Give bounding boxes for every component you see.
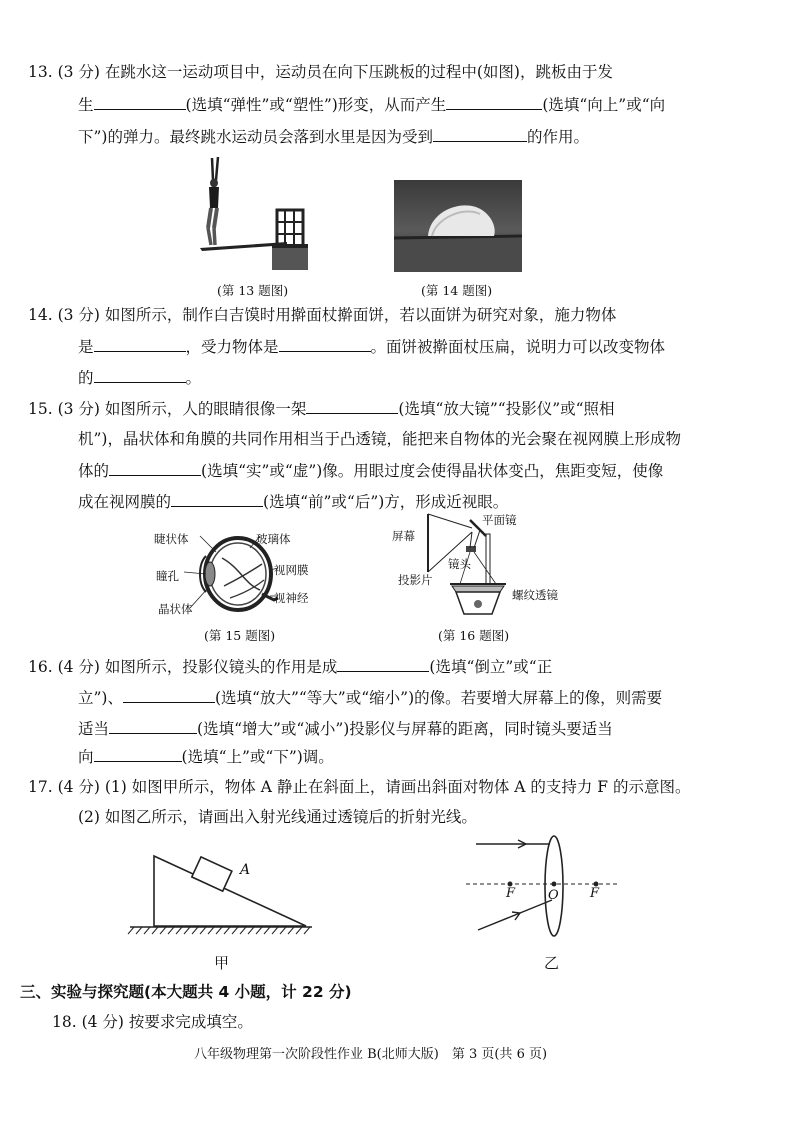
q16-blank-2[interactable] [123, 687, 215, 703]
page-footer: 八年级物理第一次阶段性作业 B(北师大版) 第 3 页(共 6 页) [194, 1047, 548, 1062]
q14-line3 [78, 367, 201, 388]
q15-line2: 机”)，晶状体和角膜的共同作用相当于凸透镜，能把来自物体的光会聚在视网膜上形成物 [78, 430, 681, 448]
q14-text: 是 [78, 338, 94, 356]
q14-text: 。面饼被擀面杖压扁，说明力可以改变物体 [370, 338, 666, 356]
q17-line1: 17. (4 分) (1) 如图甲所示，物体 A 静止在斜面上，请画出斜面对物体 A 的支持力 F 的示意图。 [28, 778, 691, 796]
q13-blank-1[interactable] [94, 94, 186, 110]
eye-label-lens: 晶状体 [158, 602, 193, 616]
q16-line2 [78, 687, 662, 708]
projector-label-fresnel: 螺纹透镜 [512, 588, 558, 602]
q15-text: 成在视网膜的 [78, 493, 172, 511]
q13-text: (选填“弹性”或“塑性”)形变，从而产生 [185, 96, 447, 114]
q13-line2 [78, 94, 665, 115]
projector-label-screen: 屏幕 [392, 529, 415, 543]
q14-text: 。 [185, 369, 202, 387]
eye-label-vitreous: 玻璃体 [256, 532, 291, 546]
q15-line4 [78, 491, 508, 512]
q13-text: 的作用。 [526, 128, 589, 146]
q14-line1: 14. (3 分) 如图所示，制作白吉馍时用擀面杖擀面饼，若以面饼为研究对象，施力物体 [28, 306, 617, 324]
q15-text: (选填“前”或“后”)方，形成近视眼。 [263, 493, 509, 511]
eye-label-ciliary: 睫状体 [154, 532, 189, 546]
lens-f1-label: F [506, 886, 516, 901]
q15-blank-1[interactable] [306, 398, 398, 414]
eye-label-pupil: 瞳孔 [156, 569, 179, 583]
diving-board-figure [192, 152, 312, 274]
q16-text: (选填“放大”“等大”或“缩小”)的像。若要增大屏幕上的像，则需要 [214, 689, 663, 707]
q16-figure-caption: (第 16 题图) [438, 628, 510, 643]
projector-label-lens: 镜头 [448, 557, 471, 571]
q16-blank-1[interactable] [337, 656, 429, 672]
q13-line1: 13. (3 分) 在跳水这一运动项目中，运动员在向下压跳板的过程中(如图)，跳板由于发 [28, 63, 613, 81]
q16-text: (选填“上”或“下”)调。 [181, 748, 334, 766]
q15-text: (选填“放大镜”“投影仪”或“照相 [398, 400, 615, 418]
q14-blank-2[interactable] [279, 336, 371, 352]
projector-label-slide: 投影片 [398, 573, 433, 587]
q15-line3 [78, 460, 663, 481]
q14-blank-3[interactable] [94, 367, 186, 383]
q13-blank-3[interactable] [433, 126, 527, 142]
q13-text: 生 [78, 96, 94, 114]
lens-f2-label: F [590, 886, 600, 901]
q16-line1 [28, 656, 552, 677]
q18-line1: 18. (4 分) 按要求完成填空。 [52, 1013, 253, 1031]
q15-text: 体的 [78, 462, 110, 480]
projector-label-mirror: 平面镜 [482, 513, 517, 527]
q16-text: (选填“增大”或“减小”)投影仪与屏幕的距离，同时镜头要适当 [197, 720, 613, 738]
q16-text: (选填“倒立”或“正 [429, 658, 553, 676]
q13-blank-2[interactable] [446, 94, 542, 110]
q14-line2 [78, 336, 665, 357]
figure-yi-label: 乙 [544, 954, 560, 972]
q13-text: 下”)的弹力。最终跳水运动员会落到水里是因为受到 [78, 128, 433, 146]
q14-text: ，受力物体是 [185, 338, 279, 356]
q17-line2: (2) 如图乙所示，请画出入射光线通过透镜后的折射光线。 [78, 808, 477, 826]
q16-text: 16. (4 分) 如图所示，投影仪镜头的作用是成 [28, 658, 338, 676]
q15-text: (选填“实”或“虚”)像。用眼过度会使得晶状体变凸，焦距变短，使像 [201, 462, 664, 480]
incline-figure [126, 848, 316, 944]
lens-o-label: O [548, 888, 559, 903]
q15-figure-caption: (第 15 题图) [204, 628, 276, 643]
figure-jia-label: 甲 [214, 954, 230, 972]
section3-title: 三、实验与探究题(本大题共 4 小题，计 22 分) [20, 983, 352, 1001]
q16-blank-3[interactable] [109, 718, 197, 734]
q15-line1 [28, 398, 615, 419]
q14-blank-1[interactable] [94, 336, 186, 352]
q15-text: 15. (3 分) 如图所示，人的眼睛很像一架 [28, 400, 307, 418]
flatbread-photo [394, 180, 522, 272]
q14-figure-caption: (第 14 题图) [421, 283, 493, 298]
q13-figure-caption: (第 13 题图) [217, 283, 289, 298]
block-a-label: A [240, 862, 251, 878]
q16-text: 适当 [78, 720, 110, 738]
eye-label-optic-nerve: 视神经 [274, 591, 309, 605]
q16-text: 向 [78, 748, 94, 766]
q13-text: (选填“向上”或“向 [542, 96, 666, 114]
q16-line3 [78, 718, 613, 739]
q13-line3 [78, 126, 589, 147]
eye-label-retina: 视网膜 [274, 563, 309, 577]
q16-text: 立”)、 [78, 689, 123, 707]
q15-blank-3[interactable] [171, 491, 263, 507]
q16-blank-4[interactable] [94, 746, 182, 762]
q16-line4 [78, 746, 334, 767]
q14-text: 的 [78, 369, 94, 387]
q15-blank-2[interactable] [109, 460, 201, 476]
